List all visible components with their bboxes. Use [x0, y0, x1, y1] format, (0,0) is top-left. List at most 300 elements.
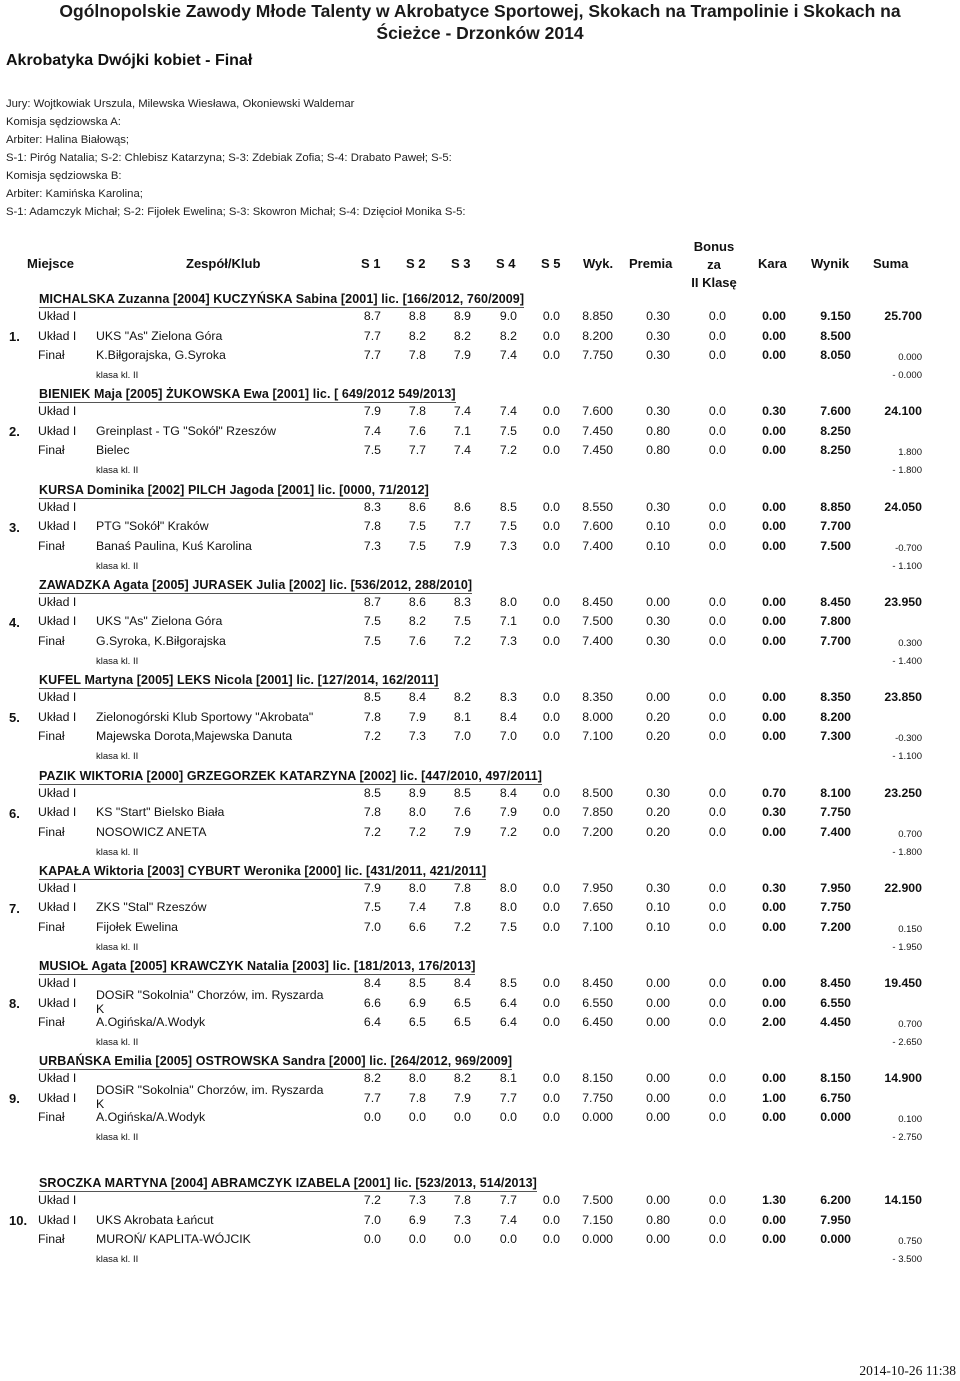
score-row [0, 595, 960, 614]
score-s3: 7.3 [453, 1212, 471, 1227]
score-s4: 8.5 [499, 499, 517, 514]
total-sum: 23.250 [884, 785, 922, 800]
score-bon: 0.0 [708, 443, 726, 458]
club-or-coach: K.Biłgorajska, G.Syroka [96, 348, 226, 362]
score-s4: 8.0 [499, 900, 517, 915]
score-prem: 0.00 [646, 690, 670, 705]
routine-label: Układ I [38, 690, 77, 705]
score-wyk: 0.000 [582, 1232, 613, 1246]
jury-info [6, 95, 466, 221]
score-bon: 0.0 [708, 499, 726, 514]
klasa-value: - 3.500 [892, 1254, 922, 1265]
pair-names: BIENIEK Maja [2005] ŻUKOWSKA Ewa [2001] lic. [ 649/2012 549/2013] [39, 387, 456, 402]
place-number: 2. [9, 424, 20, 440]
score-kara: 0.00 [762, 614, 786, 629]
result-entry [0, 292, 960, 387]
score-s5: 0.0 [542, 309, 560, 323]
score-prem: 0.00 [646, 995, 670, 1010]
score-s5: 0.0 [542, 519, 560, 534]
score-bon: 0.0 [708, 1193, 726, 1207]
score-row [0, 786, 960, 805]
jury-line: Jury: Wojtkowiak Urszula, Milewska Wiesława, Okoniewski Waldemar [6, 98, 355, 110]
score-prem: 0.30 [646, 499, 670, 514]
score-kara: 0.00 [762, 538, 786, 553]
pair-names: ZAWADZKA Agata [2005] JURASEK Julia [2002] lic. [536/2012, 288/2010] [39, 577, 473, 592]
score-wyn: 7.750 [820, 805, 851, 819]
score-kara: 0.00 [762, 499, 786, 514]
score-kara: 0.00 [762, 995, 786, 1010]
score-prem: 0.30 [646, 309, 670, 323]
score-s3: 8.3 [453, 594, 471, 609]
score-s3: 7.8 [453, 900, 471, 915]
score-wyk: 7.650 [582, 900, 613, 915]
score-s5: 0.0 [542, 1090, 560, 1105]
klasa-value: - 2.650 [892, 1037, 922, 1049]
score-s4: 8.4 [499, 709, 517, 724]
col-premia: Premia [629, 256, 673, 271]
score-s4: 6.4 [499, 1015, 517, 1030]
score-s1: 7.2 [363, 824, 381, 839]
klasa-value: - 1.100 [892, 751, 922, 763]
score-prem: 0.00 [646, 1015, 670, 1030]
score-s2: 7.9 [408, 709, 426, 724]
club-or-coach: UKS "As" Zielona Góra [96, 328, 223, 343]
score-s5: 0.0 [542, 1212, 560, 1227]
score-wyn: 0.000 [820, 1232, 851, 1246]
col-bonus [684, 238, 744, 292]
score-bon: 0.0 [708, 919, 726, 934]
score-bon: 0.0 [708, 538, 726, 553]
score-wyn: 8.050 [820, 348, 851, 362]
routine-label: Finał [38, 919, 65, 934]
score-s1: 6.6 [363, 995, 381, 1010]
routine-label: Układ I [38, 404, 77, 419]
score-wyn: 7.600 [820, 404, 851, 419]
club-or-coach: MUROŃ/ KAPLITA-WÓJCIK [96, 1232, 251, 1246]
score-kara: 0.00 [762, 824, 786, 839]
page-title-line1: Ogólnopolskie Zawody Młode Talenty w Akrobatyce Sportowej, Skokach na Trampolinie i Skokach na [59, 1, 901, 21]
score-row [0, 614, 960, 633]
score-kara: 0.00 [762, 594, 786, 609]
score-s2: 6.9 [408, 995, 426, 1010]
score-wyk: 0.000 [582, 1110, 613, 1125]
score-s4: 8.4 [499, 785, 517, 800]
score-s1: 8.7 [363, 309, 381, 323]
klasa-label: klasa kl. II [96, 1254, 139, 1265]
jury-line: S-1: Piróg Natalia; S-2: Chlebisz Katarzyna; S-3: Zdebiak Zofia; S-4: Drabato Paweł; S-5: [6, 152, 452, 164]
score-wyk: 7.500 [582, 614, 613, 629]
score-prem: 0.30 [646, 328, 670, 343]
score-prem: 0.80 [646, 443, 670, 458]
score-s3: 6.5 [453, 995, 471, 1010]
score-s3: 7.9 [453, 1090, 471, 1105]
routine-label: Układ I [38, 614, 77, 629]
score-wyn: 8.100 [820, 785, 851, 800]
score-s5: 0.0 [542, 1015, 560, 1030]
score-s2: 6.9 [408, 1212, 426, 1227]
score-s5: 0.0 [542, 328, 560, 343]
score-row [0, 500, 960, 519]
result-entry [0, 959, 960, 1054]
score-prem: 0.00 [646, 594, 670, 609]
score-row [0, 900, 960, 919]
score-s1: 8.3 [363, 499, 381, 514]
score-row [0, 519, 960, 538]
score-s4: 8.0 [499, 880, 517, 895]
score-kara: 0.00 [762, 900, 786, 915]
routine-label: Układ I [38, 805, 77, 819]
place-number: 6. [9, 805, 20, 821]
total-sum: 24.050 [884, 499, 922, 514]
klasa-value: - 1.800 [892, 465, 922, 477]
score-s5: 0.0 [542, 404, 560, 419]
score-wyk: 8.150 [582, 1071, 613, 1086]
score-s3: 8.1 [453, 709, 471, 724]
score-s2: 7.8 [408, 348, 426, 362]
score-prem: 0.30 [646, 614, 670, 629]
score-s2: 8.6 [408, 594, 426, 609]
routine-label: Układ I [38, 976, 77, 991]
score-s3: 7.9 [453, 824, 471, 839]
klasa-label: klasa kl. II [96, 370, 139, 381]
score-s4: 7.4 [499, 404, 517, 419]
score-wyn: 6.200 [820, 1193, 851, 1207]
score-row [0, 1193, 960, 1212]
routine-label: Układ I [38, 785, 77, 800]
score-row [0, 404, 960, 423]
score-prem: 0.30 [646, 348, 670, 362]
routine-label: Układ I [38, 499, 77, 514]
score-s5: 0.0 [542, 785, 560, 800]
score-s1: 7.9 [363, 404, 381, 419]
result-entry [0, 673, 960, 768]
score-wyk: 8.350 [582, 690, 613, 705]
score-s2: 8.0 [408, 805, 426, 819]
score-kara: 0.00 [762, 919, 786, 934]
score-wyk: 8.850 [582, 309, 613, 323]
score-s1: 8.2 [363, 1071, 381, 1086]
col-miejsce: Miejsce [27, 256, 74, 271]
total-sum: 22.900 [884, 880, 922, 895]
routine-label: Układ I [38, 995, 77, 1010]
score-s5: 0.0 [542, 995, 560, 1010]
score-s2: 8.0 [408, 1071, 426, 1086]
klasa-label: klasa kl. II [96, 560, 139, 572]
score-s4: 9.0 [499, 309, 517, 323]
klasa-label: klasa kl. II [96, 846, 139, 858]
club-or-coach: DOSiR "Sokolnia" Chorzów, im. Ryszarda K [96, 1082, 324, 1111]
score-s1: 7.2 [363, 729, 381, 744]
score-wyn: 8.500 [820, 328, 851, 343]
routine-label: Układ I [38, 1212, 77, 1227]
routine-label: Układ I [38, 1090, 77, 1105]
score-s1: 7.7 [363, 1090, 381, 1105]
score-bon: 0.0 [708, 785, 726, 800]
score-s4: 7.5 [499, 919, 517, 934]
score-kara: 0.00 [762, 328, 786, 343]
club-or-coach: DOSiR "Sokolnia" Chorzów, im. Ryszarda K [96, 987, 324, 1016]
score-bon: 0.0 [708, 309, 726, 323]
score-s2: 8.9 [408, 785, 426, 800]
score-kara: 0.00 [762, 729, 786, 744]
score-wyk: 8.500 [582, 785, 613, 800]
score-bon: 0.0 [708, 709, 726, 724]
place-number: 4. [9, 614, 20, 630]
club-or-coach: UKS "As" Zielona Góra [96, 614, 223, 629]
score-s4: 8.1 [499, 1071, 517, 1086]
score-s1: 0.0 [363, 1110, 381, 1125]
score-bon: 0.0 [708, 1232, 726, 1246]
score-s4: 8.0 [499, 594, 517, 609]
difference-value: 0.700 [898, 1019, 922, 1031]
club-or-coach: Bielec [96, 443, 130, 458]
score-kara: 1.00 [762, 1090, 786, 1105]
score-kara: 0.00 [762, 1071, 786, 1086]
col-s3: S 3 [451, 256, 471, 271]
score-bon: 0.0 [708, 594, 726, 609]
score-kara: 0.30 [762, 404, 786, 419]
score-wyn: 7.500 [820, 538, 851, 553]
score-s2: 7.4 [408, 900, 426, 915]
score-prem: 0.00 [646, 1071, 670, 1086]
score-s2: 7.8 [408, 1090, 426, 1105]
result-entry [0, 769, 960, 864]
score-wyk: 7.750 [582, 1090, 613, 1105]
score-s2: 0.0 [408, 1232, 426, 1246]
jury-line: Komisja sędziowska A: [6, 116, 121, 128]
score-s3: 8.2 [453, 1071, 471, 1086]
score-s3: 7.9 [453, 348, 471, 362]
jury-line: Komisja sędziowska B: [6, 170, 122, 182]
total-sum: 19.450 [884, 976, 922, 991]
score-s5: 0.0 [542, 1071, 560, 1086]
score-bon: 0.0 [708, 690, 726, 705]
col-zespol: Zespół/Klub [186, 256, 261, 271]
score-s3: 7.6 [453, 805, 471, 819]
score-kara: 0.00 [762, 309, 786, 323]
score-bon: 0.0 [708, 995, 726, 1010]
score-wyk: 7.850 [582, 805, 613, 819]
score-wyk: 8.450 [582, 594, 613, 609]
score-s5: 0.0 [542, 538, 560, 553]
place-number: 7. [9, 900, 20, 916]
score-s1: 7.9 [363, 880, 381, 895]
score-kara: 0.00 [762, 633, 786, 648]
score-s2: 7.7 [408, 443, 426, 458]
score-wyk: 8.450 [582, 976, 613, 991]
score-prem: 0.00 [646, 1232, 670, 1246]
score-s2: 6.6 [408, 919, 426, 934]
score-kara: 0.30 [762, 805, 786, 819]
score-s5: 0.0 [542, 614, 560, 629]
score-row [0, 443, 960, 462]
score-s4: 7.2 [499, 443, 517, 458]
klasa-value: - 1.800 [892, 846, 922, 858]
score-s2: 7.6 [408, 423, 426, 438]
col-bonus-line1: Bonus [693, 239, 735, 254]
score-s2: 7.5 [408, 519, 426, 534]
score-prem: 0.30 [646, 404, 670, 419]
score-wyn: 8.250 [820, 423, 851, 438]
score-wyk: 7.450 [582, 423, 613, 438]
score-wyk: 7.100 [582, 919, 613, 934]
routine-label: Układ I [38, 1193, 77, 1207]
score-kara: 0.00 [762, 690, 786, 705]
col-suma: Suma [873, 256, 909, 271]
difference-value: 0.100 [898, 1114, 922, 1126]
club-or-coach: UKS Akrobata Łańcut [96, 1212, 214, 1227]
score-s3: 7.1 [453, 423, 471, 438]
routine-label: Finał [38, 1015, 65, 1030]
score-kara: 0.00 [762, 348, 786, 362]
score-wyn: 7.700 [820, 519, 851, 534]
klasa-value: - 1.100 [892, 560, 922, 572]
score-wyk: 8.200 [582, 328, 613, 343]
score-kara: 0.00 [762, 423, 786, 438]
score-wyn: 7.950 [820, 1212, 851, 1227]
score-prem: 0.00 [646, 1110, 670, 1125]
score-prem: 0.10 [646, 519, 670, 534]
score-kara: 0.00 [762, 1232, 786, 1246]
score-bon: 0.0 [708, 348, 726, 362]
result-entry [0, 578, 960, 673]
score-bon: 0.0 [708, 976, 726, 991]
score-s4: 0.0 [499, 1232, 517, 1246]
routine-label: Finał [38, 443, 65, 458]
difference-value: 0.700 [898, 828, 922, 840]
score-s2: 0.0 [408, 1110, 426, 1125]
score-bon: 0.0 [708, 1071, 726, 1086]
routine-label: Układ I [38, 328, 77, 343]
score-s1: 7.8 [363, 709, 381, 724]
difference-value: 0.750 [898, 1236, 922, 1247]
score-row [0, 881, 960, 900]
routine-label: Finał [38, 633, 65, 648]
score-s3: 7.2 [453, 633, 471, 648]
score-s3: 8.4 [453, 976, 471, 991]
score-s3: 8.2 [453, 690, 471, 705]
score-s1: 7.4 [363, 423, 381, 438]
score-wyn: 8.350 [820, 690, 851, 705]
score-wyn: 4.450 [820, 1015, 851, 1030]
score-kara: 0.00 [762, 519, 786, 534]
score-s4: 7.3 [499, 633, 517, 648]
score-s5: 0.0 [542, 824, 560, 839]
score-s2: 7.6 [408, 633, 426, 648]
score-s1: 6.4 [363, 1015, 381, 1030]
routine-label: Finał [38, 348, 65, 362]
score-s2: 8.2 [408, 614, 426, 629]
pair-names: KUFEL Martyna [2005] LEKS Nicola [2001] lic. [127/2014, 162/2011] [39, 673, 439, 688]
score-s4: 7.2 [499, 824, 517, 839]
score-bon: 0.0 [708, 824, 726, 839]
place-number: 1. [9, 329, 20, 344]
score-s5: 0.0 [542, 1232, 560, 1246]
score-wyk: 7.500 [582, 1193, 613, 1207]
club-or-coach: ZKS "Stal" Rzeszów [96, 900, 207, 915]
score-row [0, 1213, 960, 1232]
score-row [0, 539, 960, 558]
pair-names: SROCZKA MARTYNA [2004] ABRAMCZYK IZABELA [2001] lic. [523/2013, 514/2013] [39, 1176, 537, 1190]
jury-line: Arbiter: Kamińska Karolina; [6, 188, 143, 200]
score-s1: 7.0 [363, 1212, 381, 1227]
page-title-line2: Ścieżce - Drzonków 2014 [376, 23, 584, 43]
score-row [0, 1110, 960, 1129]
score-s5: 0.0 [542, 594, 560, 609]
total-sum: 23.950 [884, 594, 922, 609]
score-row [0, 634, 960, 653]
score-s3: 7.5 [453, 614, 471, 629]
score-bon: 0.0 [708, 1090, 726, 1105]
difference-value: -0.300 [895, 733, 922, 745]
score-s1: 0.0 [363, 1232, 381, 1246]
score-s5: 0.0 [542, 805, 560, 819]
total-sum: 23.850 [884, 690, 922, 705]
score-s5: 0.0 [542, 499, 560, 514]
score-wyn: 8.250 [820, 443, 851, 458]
score-row [0, 329, 960, 348]
club-or-coach: KS "Start" Bielsko Biała [96, 805, 225, 819]
pair-names: MICHALSKA Zuzanna [2004] KUCZYŃSKA Sabina [2001] lic. [166/2012, 760/2009] [39, 292, 525, 306]
score-s2: 8.4 [408, 690, 426, 705]
score-s3: 0.0 [453, 1232, 471, 1246]
klasa-label: klasa kl. II [96, 1037, 139, 1049]
col-s4: S 4 [496, 256, 516, 271]
score-wyk: 7.100 [582, 729, 613, 744]
result-entry [0, 387, 960, 482]
score-wyk: 7.200 [582, 824, 613, 839]
score-s2: 8.2 [408, 328, 426, 343]
score-s2: 7.5 [408, 538, 426, 553]
score-bon: 0.0 [708, 614, 726, 629]
score-prem: 0.20 [646, 709, 670, 724]
score-s1: 7.7 [363, 348, 381, 362]
jury-line: S-1: Adamczyk Michał; S-2: Fijołek Ewelina; S-3: Skowron Michał; S-4: Dzięcioł Monika S-5: [6, 206, 466, 218]
klasa-value: - 0.000 [892, 370, 922, 381]
score-s1: 7.5 [363, 443, 381, 458]
score-s5: 0.0 [542, 1110, 560, 1125]
club-or-coach: Fijołek Ewelina [96, 919, 179, 934]
club-or-coach: Majewska Dorota,Majewska Danuta [96, 729, 293, 744]
score-s1: 7.5 [363, 614, 381, 629]
score-bon: 0.0 [708, 1015, 726, 1030]
place-number: 9. [9, 1091, 20, 1107]
score-bon: 0.0 [708, 519, 726, 534]
score-s4: 7.7 [499, 1090, 517, 1105]
score-s4: 0.0 [499, 1110, 517, 1125]
score-s1: 7.8 [363, 519, 381, 534]
score-row [0, 710, 960, 729]
club-or-coach: NOSOWICZ ANETA [96, 824, 207, 839]
routine-label: Finał [38, 1232, 65, 1246]
score-wyk: 8.000 [582, 709, 613, 724]
klasa-label: klasa kl. II [96, 465, 139, 477]
score-prem: 0.00 [646, 1193, 670, 1207]
klasa-value: - 1.400 [892, 655, 922, 667]
score-wyk: 7.950 [582, 880, 613, 895]
score-wyn: 7.300 [820, 729, 851, 744]
difference-value: 0.150 [898, 923, 922, 935]
score-s4: 8.3 [499, 690, 517, 705]
col-bonus-line3: II Klasę [691, 275, 737, 290]
score-s4: 8.5 [499, 976, 517, 991]
score-wyk: 7.400 [582, 633, 613, 648]
klasa-label: klasa kl. II [96, 751, 139, 763]
score-s5: 0.0 [542, 729, 560, 744]
col-wyk: Wyk. [583, 256, 614, 271]
score-bon: 0.0 [708, 328, 726, 343]
score-row [0, 690, 960, 709]
